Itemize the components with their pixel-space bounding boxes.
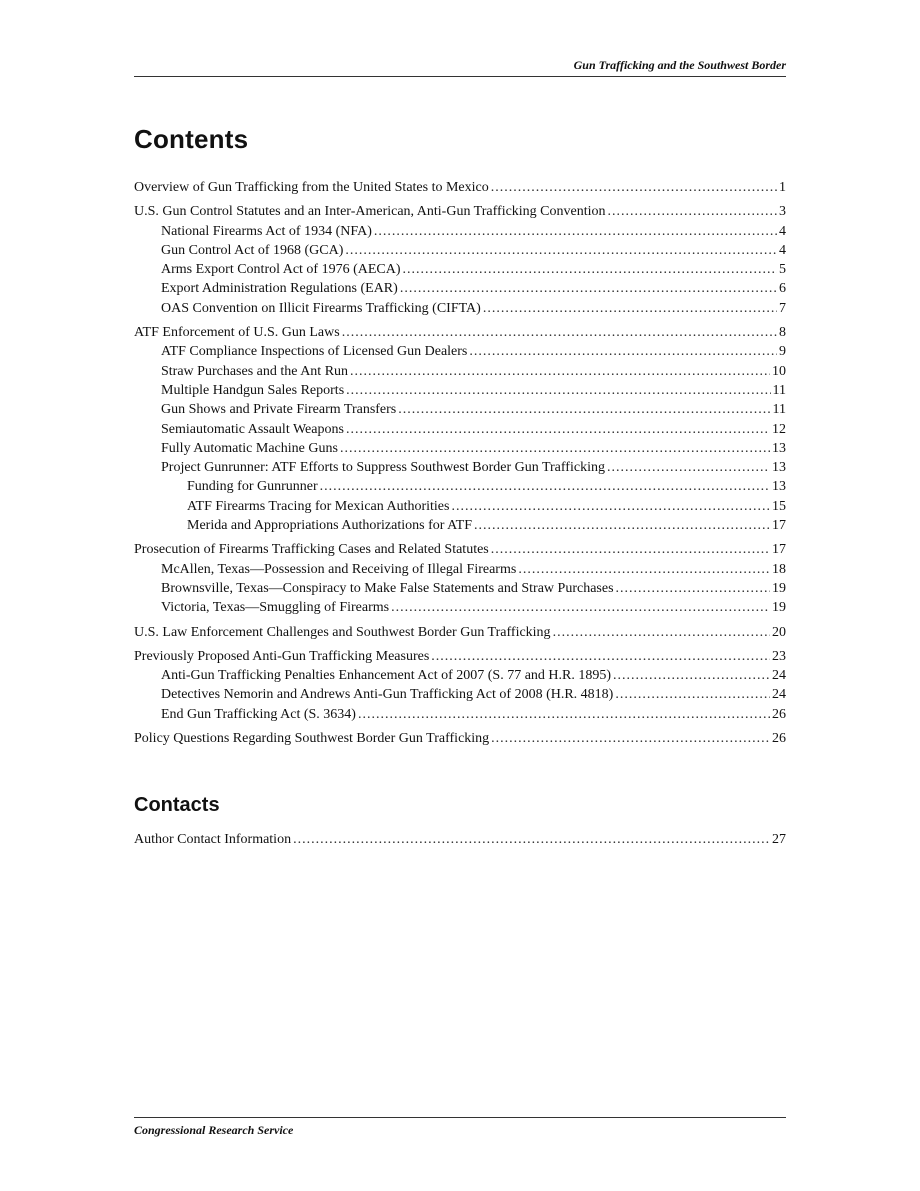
toc-entry[interactable] (134, 516, 786, 535)
dot-leader (553, 623, 770, 642)
toc-entry-page: 27 (772, 832, 786, 847)
toc-entry[interactable] (134, 222, 786, 241)
dot-leader (358, 705, 770, 724)
toc-entry-page: 7 (779, 300, 786, 316)
toc-entry-title: Multiple Handgun Sales Reports (161, 382, 345, 398)
toc-entry-page: 18 (772, 561, 786, 577)
toc-entry[interactable] (134, 830, 786, 849)
toc-entry-title: U.S. Gun Control Statutes and an Inter-American, Anti-Gun Trafficking Convention (134, 204, 606, 220)
dot-leader (346, 381, 770, 400)
toc-entry[interactable] (134, 362, 786, 381)
toc-entry[interactable] (134, 400, 786, 419)
contents-list (134, 178, 786, 748)
toc-entry-page: 24 (772, 687, 786, 703)
dot-leader (403, 260, 777, 279)
toc-entry[interactable] (134, 497, 786, 516)
toc-entry[interactable] (134, 729, 786, 748)
toc-entry-title: Project Gunrunner: ATF Efforts to Suppress Southwest Border Gun Trafficking (161, 460, 605, 476)
running-header: Gun Trafficking and the Southwest Border (134, 58, 786, 77)
dot-leader (483, 299, 777, 318)
toc-entry-title: Gun Control Act of 1968 (GCA) (161, 242, 344, 258)
toc-entry-title: ATF Compliance Inspections of Licensed Gun Dealers (161, 344, 468, 360)
dot-leader (616, 579, 770, 598)
toc-entry[interactable] (134, 623, 786, 642)
dot-leader (469, 342, 777, 361)
toc-entry-page: 13 (772, 460, 786, 476)
toc-entry[interactable] (134, 279, 786, 298)
toc-entry[interactable] (134, 299, 786, 318)
dot-leader (491, 729, 770, 748)
dot-leader (320, 477, 770, 496)
toc-entry[interactable] (134, 323, 786, 342)
toc-entry[interactable] (134, 647, 786, 666)
dot-leader (346, 420, 770, 439)
toc-entry-title: End Gun Trafficking Act (S. 3634) (161, 706, 356, 722)
toc-entry-page: 17 (772, 542, 786, 558)
toc-entry[interactable] (134, 260, 786, 279)
toc-entry[interactable] (134, 666, 786, 685)
toc-entry-page: 8 (779, 325, 786, 341)
contents-heading: Contents (134, 124, 249, 154)
dot-leader (491, 540, 770, 559)
dot-leader (293, 830, 770, 849)
dot-leader (340, 439, 770, 458)
toc-entry-page: 13 (772, 440, 786, 456)
toc-entry-title: OAS Convention on Illicit Firearms Trafficking (CIFTA) (161, 300, 481, 316)
toc-entry-page: 5 (779, 262, 786, 278)
dot-leader (607, 458, 770, 477)
running-footer: Congressional Research Service (134, 1117, 786, 1138)
toc-entry[interactable] (134, 477, 786, 496)
dot-leader (342, 323, 777, 342)
toc-entry[interactable] (134, 540, 786, 559)
dot-leader (345, 241, 777, 260)
dot-leader (374, 222, 777, 241)
dot-leader (608, 202, 777, 221)
toc-entry-title: Arms Export Control Act of 1976 (AECA) (161, 262, 401, 278)
toc-entry[interactable] (134, 178, 786, 197)
toc-entry[interactable] (134, 685, 786, 704)
dot-leader (398, 400, 770, 419)
toc-entry-title: Author Contact Information (134, 832, 292, 847)
toc-entry-page: 17 (772, 518, 786, 534)
toc-entry-title: Fully Automatic Machine Guns (161, 440, 338, 456)
contacts-heading: Contacts (134, 794, 220, 816)
toc-entry-page: 6 (779, 281, 786, 297)
toc-entry-title: Detectives Nemorin and Andrews Anti-Gun Trafficking Act of 2008 (H.R. 4818) (161, 687, 614, 703)
dot-leader (400, 279, 777, 298)
toc-entry-title: Victoria, Texas—Smuggling of Firearms (161, 600, 390, 616)
dot-leader (518, 560, 770, 579)
dot-leader (431, 647, 770, 666)
toc-entry[interactable] (134, 420, 786, 439)
dot-leader (613, 666, 770, 685)
dot-leader (391, 598, 770, 617)
toc-entry[interactable] (134, 202, 786, 221)
toc-entry-page: 26 (772, 706, 786, 722)
toc-entry[interactable] (134, 579, 786, 598)
toc-entry-title: Gun Shows and Private Firearm Transfers (161, 402, 397, 418)
toc-entry-title: Prosecution of Firearms Trafficking Cases and Related Statutes (134, 542, 489, 558)
toc-entry[interactable] (134, 458, 786, 477)
toc-entry-title: Overview of Gun Trafficking from the United States to Mexico (134, 180, 489, 195)
toc-entry-page: 26 (772, 731, 786, 747)
toc-entry-page: 15 (772, 498, 786, 514)
toc-entry[interactable] (134, 241, 786, 260)
toc-entry[interactable] (134, 381, 786, 400)
toc-entry-page: 4 (779, 242, 786, 258)
toc-entry-page: 19 (772, 600, 786, 616)
toc-entry[interactable] (134, 598, 786, 617)
toc-entry-title: Semiautomatic Assault Weapons (161, 421, 344, 437)
dot-leader (474, 516, 770, 535)
toc-entry-title: Merida and Appropriations Authorizations for ATF (187, 518, 473, 534)
dot-leader (451, 497, 770, 516)
toc-entry-page: 23 (772, 648, 786, 664)
dot-leader (491, 178, 777, 197)
toc-entry-title: Previously Proposed Anti-Gun Trafficking Measures (134, 648, 430, 664)
toc-entry-page: 11 (772, 402, 786, 418)
toc-entry-page: 1 (779, 180, 786, 195)
toc-entry-page: 12 (772, 421, 786, 437)
toc-entry-page: 24 (772, 668, 786, 684)
contacts-list (134, 830, 786, 849)
toc-entry-page: 4 (779, 223, 786, 239)
toc-entry-title: Anti-Gun Trafficking Penalties Enhancement Act of 2007 (S. 77 and H.R. 1895) (161, 668, 612, 684)
toc-entry-title: U.S. Law Enforcement Challenges and Southwest Border Gun Trafficking (134, 624, 551, 640)
toc-entry-page: 20 (772, 624, 786, 640)
toc-entry[interactable] (134, 560, 786, 579)
toc-entry-title: McAllen, Texas—Possession and Receiving of Illegal Firearms (161, 561, 517, 577)
toc-entry[interactable] (134, 439, 786, 458)
toc-entry-title: ATF Firearms Tracing for Mexican Authorities (187, 498, 450, 514)
toc-entry-title: National Firearms Act of 1934 (NFA) (161, 223, 372, 239)
toc-entry-page: 3 (779, 204, 786, 220)
toc-entry[interactable] (134, 342, 786, 361)
toc-entry-title: ATF Enforcement of U.S. Gun Laws (134, 325, 340, 341)
toc-entry-page: 19 (772, 580, 786, 596)
toc-entry-page: 10 (772, 363, 786, 379)
toc-entry[interactable] (134, 705, 786, 724)
toc-entry-page: 9 (779, 344, 786, 360)
toc-entry-title: Policy Questions Regarding Southwest Border Gun Trafficking (134, 731, 490, 747)
toc-entry-title: Brownsville, Texas—Conspiracy to Make False Statements and Straw Purchases (161, 580, 614, 596)
toc-entry-title: Export Administration Regulations (EAR) (161, 281, 398, 297)
dot-leader (350, 362, 770, 381)
toc-entry-page: 11 (772, 382, 786, 398)
toc-entry-title: Straw Purchases and the Ant Run (161, 363, 349, 379)
dot-leader (615, 685, 770, 704)
toc-entry-page: 13 (772, 479, 786, 495)
toc-entry-title: Funding for Gunrunner (187, 479, 318, 495)
